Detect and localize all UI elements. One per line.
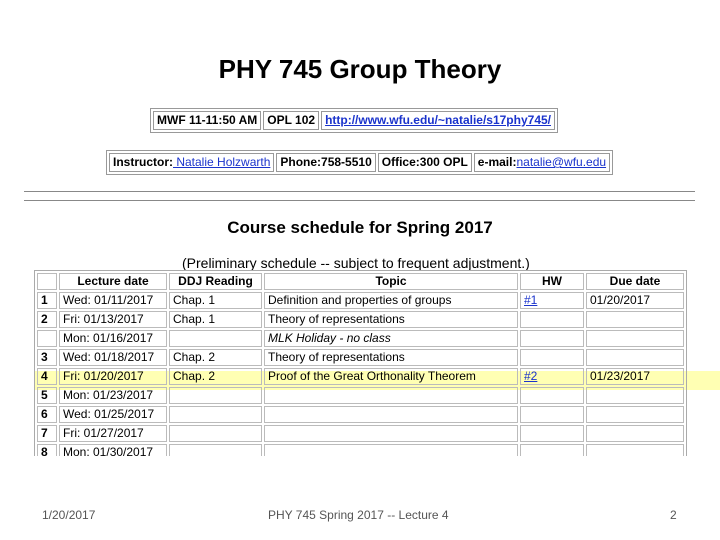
- reading-cell: Chap. 1: [169, 292, 262, 309]
- table-row: [37, 444, 684, 456]
- lecture-date-cell: Mon: 01/16/2017: [59, 330, 167, 347]
- lecture-date-cell: Wed: 01/18/2017: [59, 349, 167, 366]
- reading-cell: Chap. 1: [169, 311, 262, 328]
- instructor-label: Instructor:: [113, 155, 173, 169]
- lecture-date-cell: Fri: 01/27/2017: [59, 425, 167, 442]
- homework-cell: [520, 292, 584, 309]
- row-number-cell: 5: [37, 387, 57, 404]
- homework-cell: [520, 368, 584, 385]
- divider-top: [24, 191, 695, 192]
- phone: Phone:758-5510: [276, 153, 375, 172]
- reading-cell: Chap. 2: [169, 368, 262, 385]
- topic-cell: [264, 444, 518, 456]
- reading-cell: [169, 425, 262, 442]
- homework-cell: [520, 406, 584, 423]
- topic-cell: Proof of the Great Orthonality Theorem: [264, 368, 518, 385]
- table-row: [37, 349, 684, 366]
- row-number-cell: 7: [37, 425, 57, 442]
- table-row: [37, 311, 684, 328]
- email-cell: [474, 153, 610, 172]
- course-url-link[interactable]: http://www.wfu.edu/~natalie/s17phy745/: [325, 113, 551, 127]
- header-lecture-date: Lecture date: [59, 273, 167, 290]
- course-info-table: [150, 108, 558, 133]
- footer-center: PHY 745 Spring 2017 -- Lecture 4: [268, 508, 449, 522]
- table-row: [37, 406, 684, 423]
- topic-cell: [264, 406, 518, 423]
- topic-cell: [264, 387, 518, 404]
- header-topic: Topic: [264, 273, 518, 290]
- reading-cell: [169, 406, 262, 423]
- lecture-date-cell: Fri: 01/13/2017: [59, 311, 167, 328]
- header-num: [37, 273, 57, 290]
- email-label: e-mail:: [477, 155, 517, 169]
- table-row: [37, 368, 684, 385]
- table-row: [37, 425, 684, 442]
- due-date-cell: 01/20/2017: [586, 292, 684, 309]
- email-link[interactable]: natalie@wfu.edu: [516, 155, 607, 169]
- reading-cell: Chap. 2: [169, 349, 262, 366]
- table-row: [37, 330, 684, 347]
- lecture-date-cell: Wed: 01/11/2017: [59, 292, 167, 309]
- topic-cell: MLK Holiday - no class: [264, 330, 518, 347]
- row-number-cell: 4: [37, 368, 57, 385]
- meeting-room: OPL 102: [263, 111, 319, 130]
- lecture-date-cell: Fri: 01/20/2017: [59, 368, 167, 385]
- row-number-cell: 6: [37, 406, 57, 423]
- due-date-cell: [586, 311, 684, 328]
- instructor-cell: [109, 153, 274, 172]
- due-date-cell: [586, 387, 684, 404]
- instructor-link[interactable]: Natalie Holzwarth: [173, 155, 271, 169]
- due-date-cell: 01/23/2017: [586, 368, 684, 385]
- reading-cell: [169, 387, 262, 404]
- homework-cell: [520, 330, 584, 347]
- topic-cell: Definition and properties of groups: [264, 292, 518, 309]
- topic-cell: Theory of representations: [264, 311, 518, 328]
- schedule-title: Course schedule for Spring 2017: [227, 218, 493, 237]
- schedule-note: (Preliminary schedule -- subject to frequent adjustment.): [182, 255, 530, 271]
- homework-cell: [520, 425, 584, 442]
- homework-cell: [520, 311, 584, 328]
- row-number-cell: 8: [37, 444, 57, 456]
- table-row: [37, 387, 684, 404]
- schedule-header-row: [37, 273, 684, 290]
- topic-cell: Theory of representations: [264, 349, 518, 366]
- reading-cell: [169, 444, 262, 456]
- footer-page-number: 2: [670, 508, 677, 522]
- homework-cell: [520, 387, 584, 404]
- row-number-cell: 1: [37, 292, 57, 309]
- office: Office:300 OPL: [378, 153, 472, 172]
- row-number-cell: 2: [37, 311, 57, 328]
- footer-date: 1/20/2017: [42, 508, 96, 522]
- header-hw: HW: [520, 273, 584, 290]
- lecture-date-cell: Wed: 01/25/2017: [59, 406, 167, 423]
- header-due-date: Due date: [586, 273, 684, 290]
- schedule-table: [34, 270, 687, 456]
- homework-cell: [520, 349, 584, 366]
- instructor-info-table: [106, 150, 613, 175]
- schedule-container: [34, 270, 687, 456]
- table-row: [37, 292, 684, 309]
- reading-cell: [169, 330, 262, 347]
- homework-link[interactable]: #1: [524, 293, 538, 307]
- header-reading: DDJ Reading: [169, 273, 262, 290]
- lecture-date-cell: Mon: 01/23/2017: [59, 387, 167, 404]
- homework-cell: [520, 444, 584, 456]
- slide-title: PHY 745 Group Theory: [218, 54, 502, 84]
- divider-bottom: [24, 200, 695, 201]
- due-date-cell: [586, 349, 684, 366]
- topic-cell: [264, 425, 518, 442]
- row-number-cell: [37, 330, 57, 347]
- meeting-time: MWF 11-11:50 AM: [153, 111, 261, 130]
- schedule-body: [37, 292, 684, 456]
- due-date-cell: [586, 444, 684, 456]
- due-date-cell: [586, 330, 684, 347]
- homework-link[interactable]: #2: [524, 369, 538, 383]
- row-number-cell: 3: [37, 349, 57, 366]
- due-date-cell: [586, 425, 684, 442]
- due-date-cell: [586, 406, 684, 423]
- lecture-date-cell: Mon: 01/30/2017: [59, 444, 167, 456]
